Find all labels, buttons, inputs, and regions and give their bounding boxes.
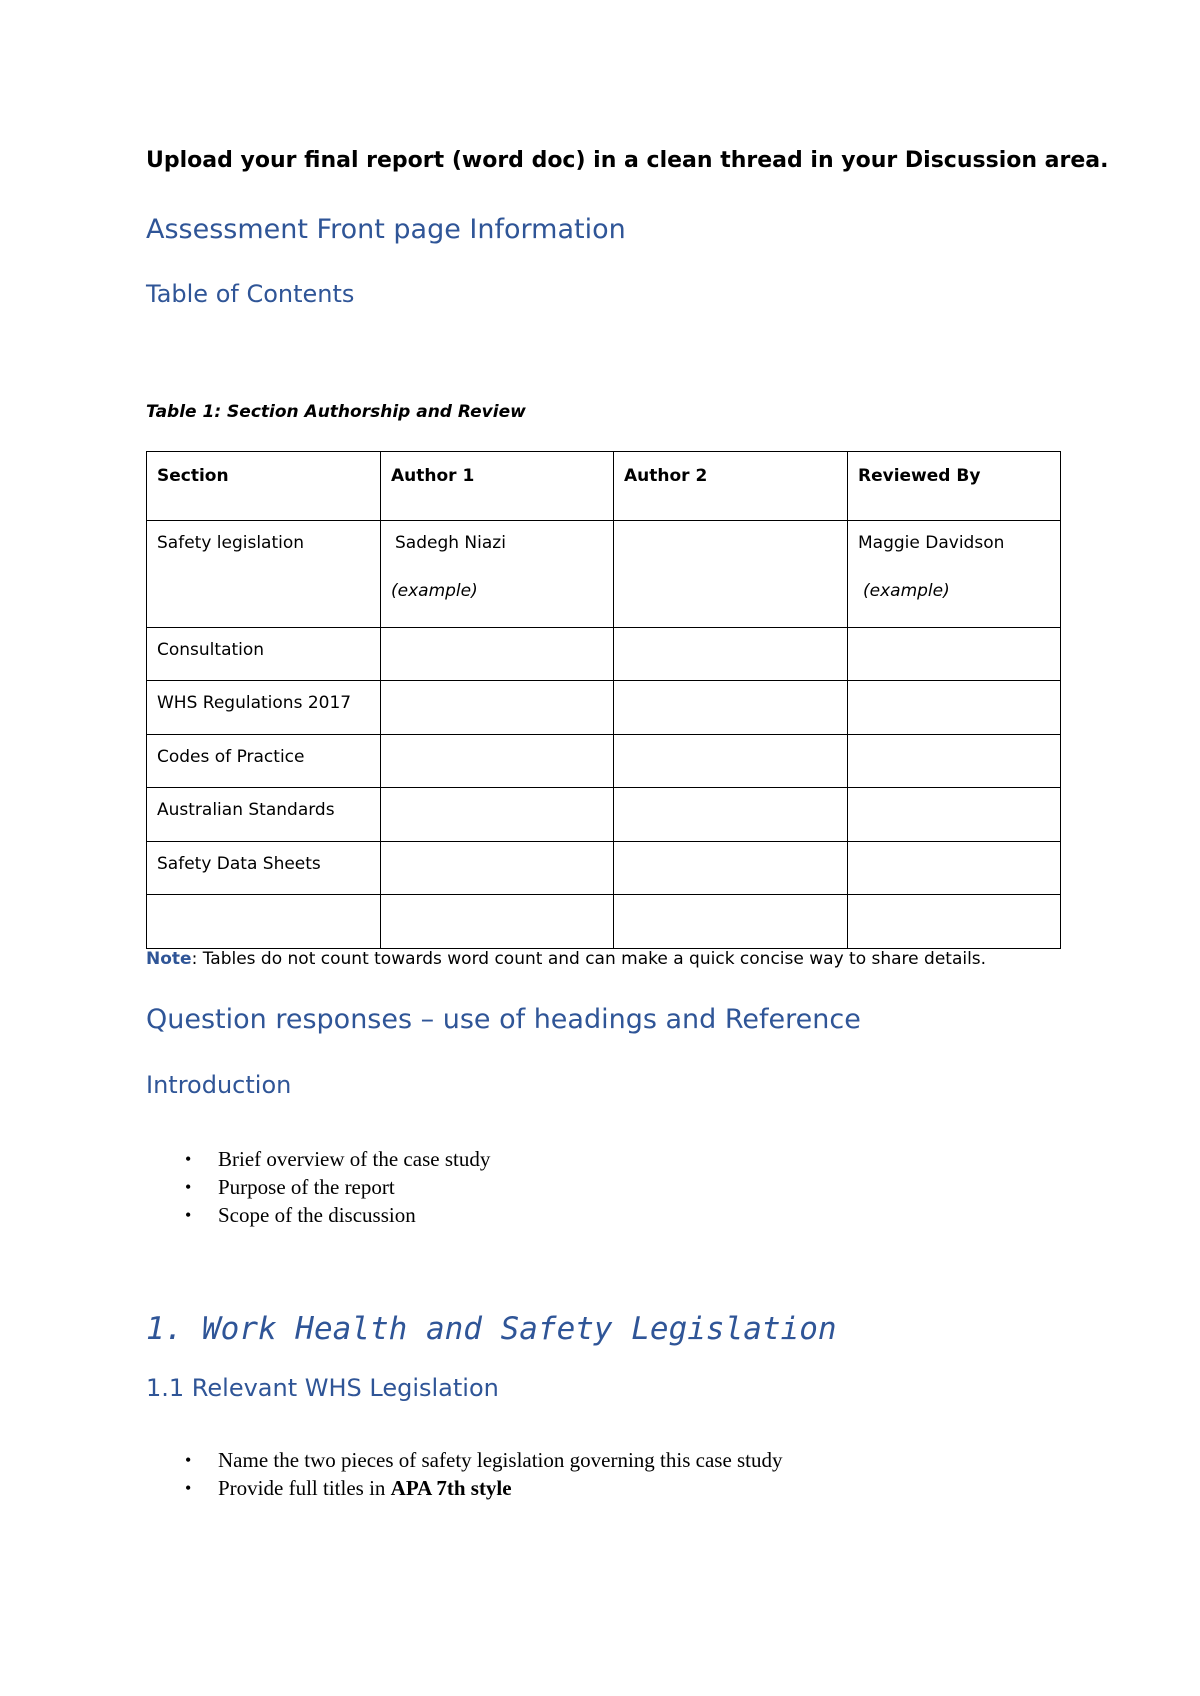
cell-author-2 — [614, 681, 848, 735]
cell-reviewed-by — [848, 521, 1061, 628]
table-row — [147, 735, 1061, 788]
table-row — [147, 628, 1061, 681]
list-item: • Scope of the discussion — [180, 1201, 490, 1229]
column-header-author-1: Author 1 — [381, 452, 614, 521]
heading-section-1: 1. Work Health and Safety Legislation — [146, 1311, 837, 1347]
list-item-text: Provide full titles in — [218, 1476, 391, 1500]
cell-section: Australian Standards — [147, 788, 381, 842]
cell-author-2 — [614, 842, 848, 895]
column-header-section: Section — [147, 452, 381, 521]
list-item — [180, 1474, 783, 1502]
heading-table-of-contents: Table of Contents — [146, 280, 355, 308]
cell-section: Consultation — [147, 628, 381, 681]
table-row — [147, 681, 1061, 735]
cell-author-1 — [381, 842, 614, 895]
table-row — [147, 521, 1061, 628]
cell-author-2 — [614, 735, 848, 788]
table-row — [147, 895, 1061, 949]
cell-author-2 — [614, 628, 848, 681]
authorship-table — [146, 451, 1061, 949]
list-item: • Name the two pieces of safety legislation governing this case study — [180, 1446, 783, 1474]
author-name: Sadegh Niazi — [395, 533, 506, 553]
heading-introduction: Introduction — [146, 1071, 292, 1099]
cell-author-1 — [381, 788, 614, 842]
cell-reviewed-by — [848, 842, 1061, 895]
table-note — [146, 949, 986, 969]
reviewer-name: Maggie Davidson — [858, 533, 1005, 553]
cell-section — [147, 895, 381, 949]
apa-style-emphasis: APA 7th style — [390, 1476, 512, 1500]
cell-author-1 — [381, 735, 614, 788]
cell-author-2 — [614, 521, 848, 628]
cell-author-1 — [381, 681, 614, 735]
cell-reviewed-by — [848, 628, 1061, 681]
example-note: (example) — [863, 581, 950, 602]
heading-section-1-1: 1.1 Relevant WHS Legislation — [146, 1374, 499, 1402]
heading-question-responses: Question responses – use of headings and Reference — [146, 1004, 861, 1035]
legislation-bullet-list — [180, 1446, 783, 1502]
cell-reviewed-by — [848, 788, 1061, 842]
heading-front-page: Assessment Front page Information — [146, 214, 626, 245]
cell-section: Safety legislation — [147, 521, 381, 628]
cell-author-1 — [381, 628, 614, 681]
cell-reviewed-by — [848, 735, 1061, 788]
cell-author-2 — [614, 788, 848, 842]
cell-section: Safety Data Sheets — [147, 842, 381, 895]
note-text: : Tables do not count towards word count and can make a quick concise way to share details. — [191, 949, 987, 969]
column-header-author-2: Author 2 — [614, 452, 848, 521]
cell-section: WHS Regulations 2017 — [147, 681, 381, 735]
cell-reviewed-by — [848, 681, 1061, 735]
introduction-bullet-list — [180, 1145, 490, 1229]
cell-section: Codes of Practice — [147, 735, 381, 788]
cell-author-1 — [381, 895, 614, 949]
table-caption: Table 1: Section Authorship and Review — [146, 402, 526, 422]
cell-reviewed-by — [848, 895, 1061, 949]
cell-author-1 — [381, 521, 614, 628]
example-note: (example) — [391, 581, 478, 602]
column-header-reviewed-by: Reviewed By — [848, 452, 1061, 521]
upload-instruction: Upload your final report (word doc) in a clean thread in your Discussion area. — [146, 148, 1109, 173]
table-row — [147, 788, 1061, 842]
note-label: Note — [146, 949, 192, 969]
cell-author-2 — [614, 895, 848, 949]
list-item: • Brief overview of the case study — [180, 1145, 490, 1173]
table-row — [147, 842, 1061, 895]
list-item: • Purpose of the report — [180, 1173, 490, 1201]
table-header-row — [147, 452, 1061, 521]
